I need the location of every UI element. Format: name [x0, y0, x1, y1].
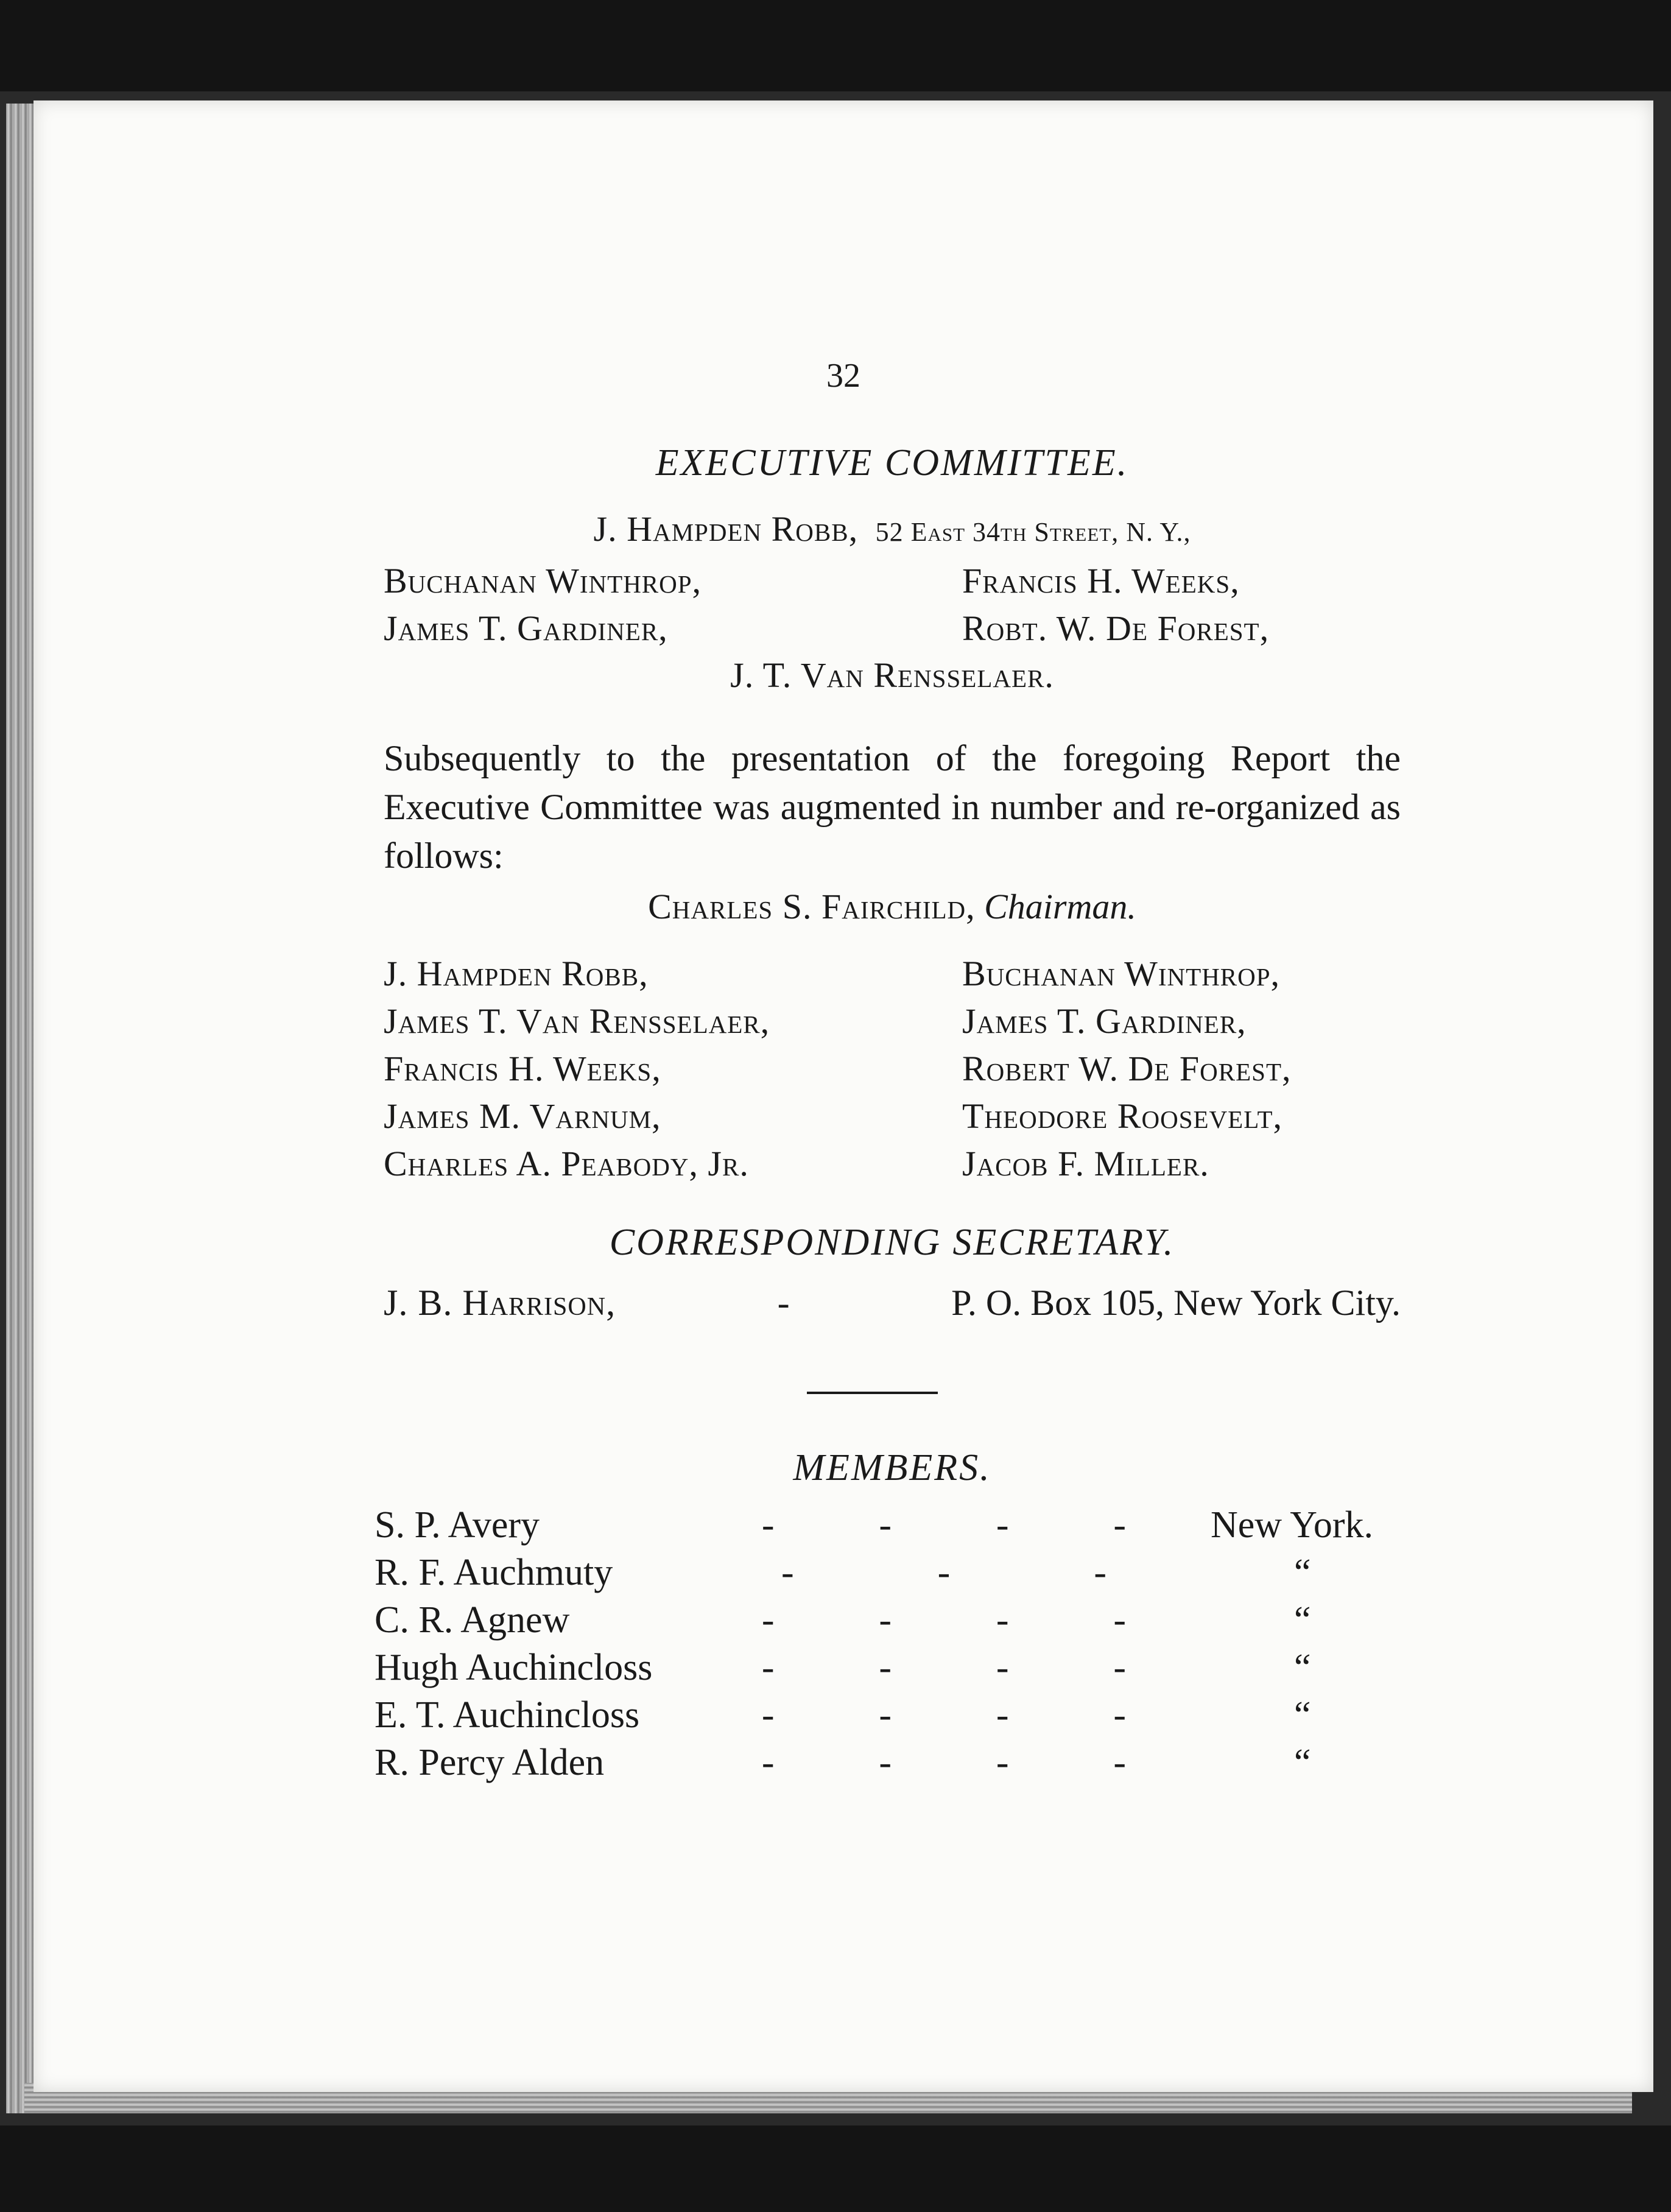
member-name: Hugh Auchincloss [375, 1647, 653, 1688]
reorganized-right: Jacob F. Miller. [962, 1144, 1209, 1183]
member-leader: - - - - [761, 1504, 1127, 1546]
list-item [375, 1691, 1391, 1739]
reorganized-right: Robert W. De Forest, [962, 1049, 1292, 1088]
reorganized-right: Buchanan Winthrop, [962, 954, 1281, 993]
reorganized-row [384, 950, 1401, 998]
chairman-line [384, 886, 1401, 927]
reorganization-paragraph: Subsequently to the presentation of the foregoing Report the Executive Committee was augmented in number and re-organized as follows: [384, 738, 1401, 876]
member-leader: - - - - [761, 1599, 1127, 1641]
list-item [375, 1596, 1391, 1644]
executive-row-right: Francis H. Weeks, [962, 561, 1240, 601]
member-city: “ [1294, 1647, 1311, 1688]
reorganized-left: J. Hampden Robb, [384, 954, 649, 993]
member-name: R. Percy Alden [375, 1742, 605, 1783]
secretary-name: J. B. Harrison, [384, 1283, 616, 1323]
executive-last-member: J. T. Van Rensselaer. [730, 655, 1054, 695]
corresponding-secretary-line [384, 1282, 1401, 1324]
chairman-title: Chairman. [984, 887, 1136, 926]
executive-chair-address: 52 East 34th Street, N. Y., [875, 517, 1191, 547]
members-heading: MEMBERS. [793, 1447, 991, 1488]
member-leader: - - - - [761, 1742, 1127, 1783]
executive-row-right: Robt. W. De Forest, [962, 608, 1270, 648]
member-leader: - - - - [761, 1694, 1127, 1736]
reorganized-row [384, 1093, 1401, 1140]
reorganized-right: James T. Gardiner, [962, 1001, 1247, 1041]
reorganized-committee [384, 950, 1401, 1188]
executive-row-left: Buchanan Winthrop, [384, 561, 702, 601]
page-number: 32 [826, 357, 860, 395]
member-name: R. F. Auchmuty [375, 1552, 613, 1593]
member-leader: - - - [781, 1552, 1106, 1593]
executive-rows [384, 557, 1401, 652]
list-item [375, 1739, 1391, 1786]
section-divider [807, 1392, 938, 1394]
members-list [375, 1501, 1391, 1786]
executive-line1 [384, 509, 1401, 549]
reorganized-row [384, 1045, 1401, 1093]
executive-row [384, 605, 1401, 652]
member-leader: - - - - [761, 1647, 1127, 1688]
member-city: “ [1294, 1694, 1311, 1736]
member-city: New York. [1211, 1504, 1373, 1546]
reorganized-left: Francis H. Weeks, [384, 1049, 661, 1088]
list-item [375, 1644, 1391, 1691]
corresponding-secretary-heading: CORRESPONDING SECRETARY. [609, 1222, 1175, 1263]
reorganized-left: James M. Varnum, [384, 1096, 661, 1136]
executive-row-left: James T. Gardiner, [384, 608, 668, 648]
list-item [375, 1501, 1391, 1549]
reorganized-row [384, 998, 1401, 1045]
secretary-address: P. O. Box 105, New York City. [951, 1283, 1401, 1323]
document-page [33, 100, 1653, 2092]
member-city: “ [1294, 1599, 1311, 1641]
executive-committee-heading: EXECUTIVE COMMITTEE. [655, 442, 1129, 484]
reorganized-right: Theodore Roosevelt, [962, 1096, 1283, 1136]
executive-chair-name: J. Hampden Robb, [593, 509, 859, 549]
member-city: “ [1294, 1742, 1311, 1783]
member-name: C. R. Agnew [375, 1599, 570, 1641]
member-name: S. P. Avery [375, 1504, 540, 1546]
reorganized-row [384, 1140, 1401, 1188]
list-item [375, 1549, 1391, 1596]
chairman-name: Charles S. Fairchild, [648, 887, 976, 926]
reorganized-left: James T. Van Rensselaer, [384, 1001, 770, 1041]
executive-row [384, 557, 1401, 605]
member-city: “ [1294, 1552, 1311, 1593]
secretary-dash: - [777, 1283, 790, 1323]
reorganized-left: Charles A. Peabody, Jr. [384, 1144, 749, 1183]
member-name: E. T. Auchincloss [375, 1694, 640, 1736]
